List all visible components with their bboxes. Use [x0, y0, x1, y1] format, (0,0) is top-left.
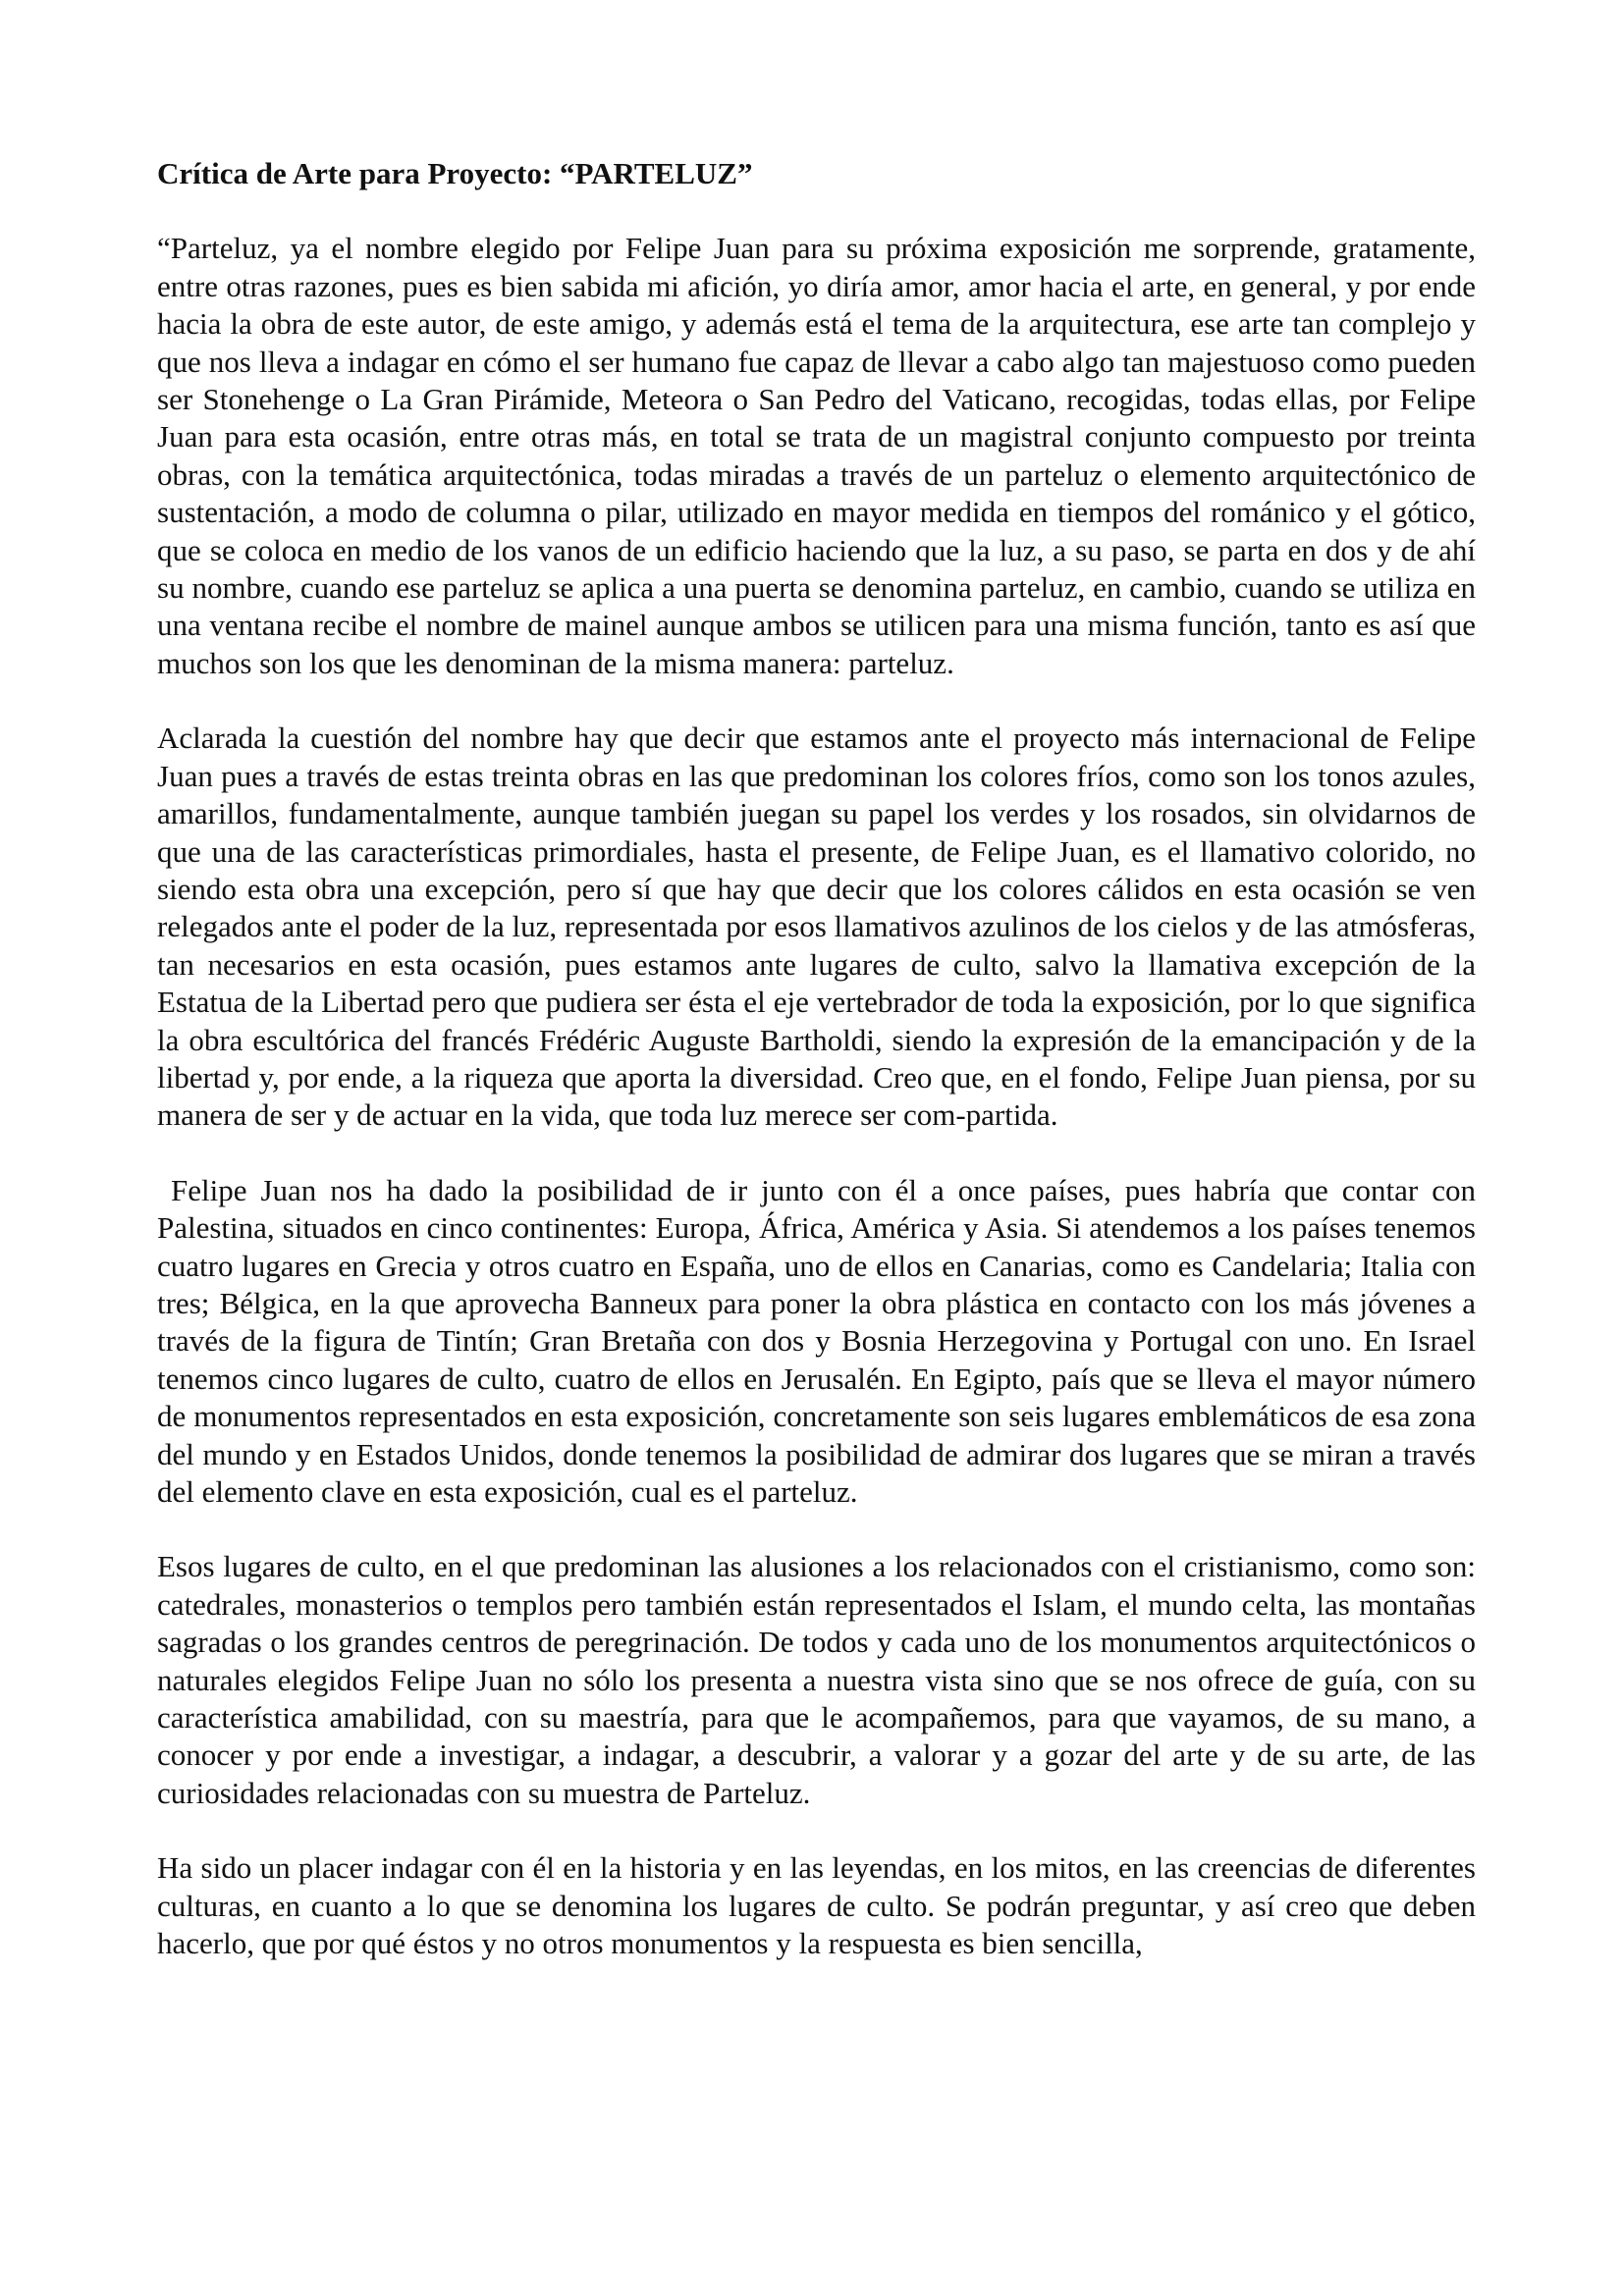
paragraph-5: Ha sido un placer indagar con él en la historia y en las leyendas, en los mitos, en las creencias de diferentes culturas, en cuanto a lo que se denomina los lugares de culto. Se podrán preguntar, y así creo que deben hacerlo, que por qué éstos y no otros monumentos y la respuesta es bien sencilla, — [157, 1850, 1484, 1961]
paragraph-2: Aclarada la cuestión del nombre hay que decir que estamos ante el proyecto más internacional de Felipe Juan pues a través de estas treinta obras en las que predominan los colores fríos, como son los tonos azules, amarillos, fundamentalmente, aunque también juegan su papel los verdes y los rosados, sin olvidarnos de que una de las características primordiales, hasta el presente, de Felipe Juan, es el llamativo colorido, no siendo esta obra una excepción, pero sí que hay que decir que los colores cálidos en esta ocasión se ven relegados ante el poder de la luz, representada por esos llamativos azulinos de los cielos y de las atmósferas, tan necesarios en esta ocasión, pues estamos ante lugares de culto, salvo la llamativa excepción de la Estatua de la Libertad pero que pudiera ser ésta el eje vertebrador de toda la exposición, por lo que significa la obra escultórica del francés Frédéric Auguste Bartholdi, siendo la expresión de la emancipación y de la libertad y, por ende, a la riqueza que aporta la diversidad. Creo que, en el fondo, Felipe Juan piensa, por su manera de ser y de actuar en la vida, que toda luz merece ser com-partida. — [157, 721, 1484, 1133]
paragraph-4: Esos lugares de culto, en el que predominan las alusiones a los relacionados con el cristianismo, como son: catedrales, monasterios o templos pero también están representados el Islam, el mundo celta, las montañas sagradas o los grandes centros de peregrinación. De todos y cada uno de los monumentos arquitectónicos o naturales elegidos Felipe Juan no sólo los presenta a nuestra vista sino que se nos ofrece de guía, con su característica amabilidad, con su maestría, para que le acompañemos, para que vayamos, de su mano, a conocer y por ende a investigar, a indagar, a descubrir, a valorar y a gozar del arte y de su arte, de las curiosidades relacionadas con su muestra de Parteluz. — [157, 1549, 1484, 1810]
document-body — [157, 155, 1484, 1962]
paragraph-1: “Parteluz, ya el nombre elegido por Felipe Juan para su próxima exposición me sorprende, gratamente, entre otras razones, pues es bien sabida mi afición, yo diría amor, amor hacia el arte, en general, y por ende hacia la obra de este autor, de este amigo, y además está el tema de la arquitectura, ese arte tan complejo y que nos lleva a indagar en cómo el ser humano fue capaz de llevar a cabo algo tan majestuoso como pueden ser Stonehenge o La Gran Pirámide, Meteora o San Pedro del Vaticano, recogidas, todas ellas, por Felipe Juan para esta ocasión, entre otras más, en total se trata de un magistral conjunto compuesto por treinta obras, con la temática arquitectónica, todas miradas a través de un parteluz o elemento arquitectónico de sustentación, a modo de columna o pilar, utilizado en mayor medida en tiempos del románico y el gótico, que se coloca en medio de los vanos de un edificio haciendo que la luz, a su paso, se parta en dos y de ahí su nombre, cuando ese parteluz se aplica a una puerta se denomina parteluz, en cambio, cuando se utiliza en una ventana recibe el nombre de mainel aunque ambos se utilicen para una misma función, tanto es así que muchos son los que les denominan de la misma manera: parteluz. — [157, 231, 1484, 680]
document-title: Crítica de Arte para Proyecto: “PARTELUZ” — [157, 156, 753, 190]
paragraph-3: Felipe Juan nos ha dado la posibilidad de ir junto con él a once países, pues habría que contar con Palestina, situados en cinco continentes: Europa, África, América y Asia. Si atendemos a los países tenemos cuatro lugares en Grecia y otros cuatro en España, uno de ellos en Canarias, como es Candelaria; Italia con tres; Bélgica, en la que aprovecha Banneux para poner la obra plástica en contacto con los más jóvenes a través de la figura de Tintín; Gran Bretaña con dos y Bosnia Herzegovina y Portugal con uno. En Israel tenemos cinco lugares de culto, cuatro de ellos en Jerusalén. En Egipto, país que se lleva el mayor número de monumentos representados en esta exposición, concretamente son seis lugares emblemáticos de esa zona del mundo y en Estados Unidos, donde tenemos la posibilidad de admirar dos lugares que se miran a través del elemento clave en esta exposición, cual es el parteluz. — [157, 1172, 1484, 1509]
